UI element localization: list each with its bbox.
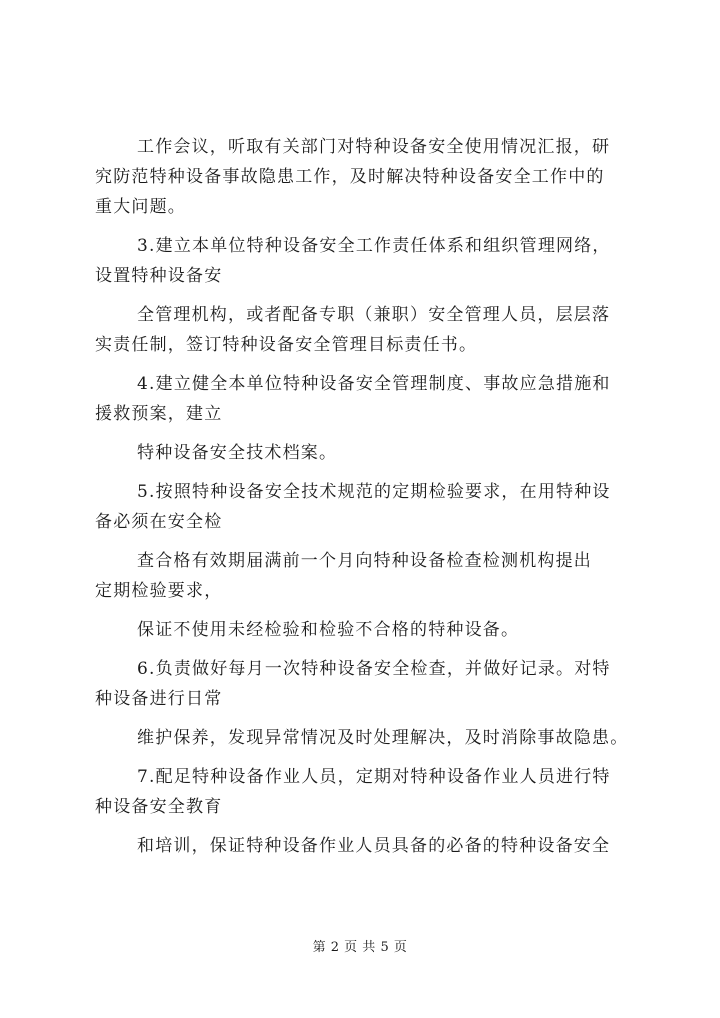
paragraph-line: 查合格有效期届满前一个月向特种设备检查检测机构提出 <box>137 551 592 571</box>
paragraph-line: 和培训，保证特种设备作业人员具备的必备的特种设备安全 <box>137 836 611 856</box>
paragraph <box>95 723 640 753</box>
paragraph-line: 特种设备安全技术档案。 <box>137 443 338 463</box>
paragraph <box>95 477 640 537</box>
page-number-footer: 第 2 页 共 5 页 <box>312 940 408 955</box>
paragraph-line: 保证不使用未经检验和检验不合格的特种设备。 <box>137 620 520 640</box>
paragraph-line: 援救预案，建立 <box>95 404 223 424</box>
paragraph <box>95 231 640 291</box>
paragraph-line: 种设备安全教育 <box>95 797 223 817</box>
paragraph-line: 工作会议，听取有关部门对特种设备安全使用情况汇报，研 <box>137 137 611 157</box>
paragraph-line: 全管理机构，或者配备专职（兼职）安全管理人员，层层落 <box>137 305 611 325</box>
paragraph <box>95 831 640 861</box>
paragraph-line: 5.按照特种设备安全技术规范的定期检验要求，在用特种设 <box>137 482 611 502</box>
paragraph <box>95 615 640 645</box>
paragraph <box>95 438 640 468</box>
paragraph-line: 4.建立健全本单位特种设备安全管理制度、事故应急措施和 <box>137 374 611 394</box>
paragraph-line: 定期检验要求， <box>95 581 223 601</box>
paragraph <box>95 132 640 222</box>
paragraph-line: 设置特种设备安 <box>95 266 223 286</box>
paragraph-line: 备必须在安全检 <box>95 512 223 532</box>
paragraph-line: 重大问题。 <box>95 197 186 217</box>
paragraph <box>95 300 640 360</box>
paragraph <box>95 654 640 714</box>
paragraph-line: 6.负责做好每月一次特种设备安全检查，并做好记录。对特 <box>137 659 611 679</box>
paragraph <box>95 369 640 429</box>
paragraph <box>95 762 640 822</box>
paragraph-line: 维护保养，发现异常情况及时处理解决，及时消除事故隐患。 <box>137 728 629 748</box>
paragraph-line: 7.配足特种设备作业人员，定期对特种设备作业人员进行特 <box>137 767 611 787</box>
paragraph-line: 种设备进行日常 <box>95 689 223 709</box>
paragraph-line: 3.建立本单位特种设备安全工作责任体系和组织管理网络， <box>137 236 611 256</box>
paragraph <box>95 546 640 606</box>
paragraph-line: 究防范特种设备事故隐患工作，及时解决特种设备安全工作中的 <box>95 167 605 187</box>
paragraph-line: 实责任制，签订特种设备安全管理目标责任书。 <box>95 335 478 355</box>
document-body <box>95 132 640 870</box>
